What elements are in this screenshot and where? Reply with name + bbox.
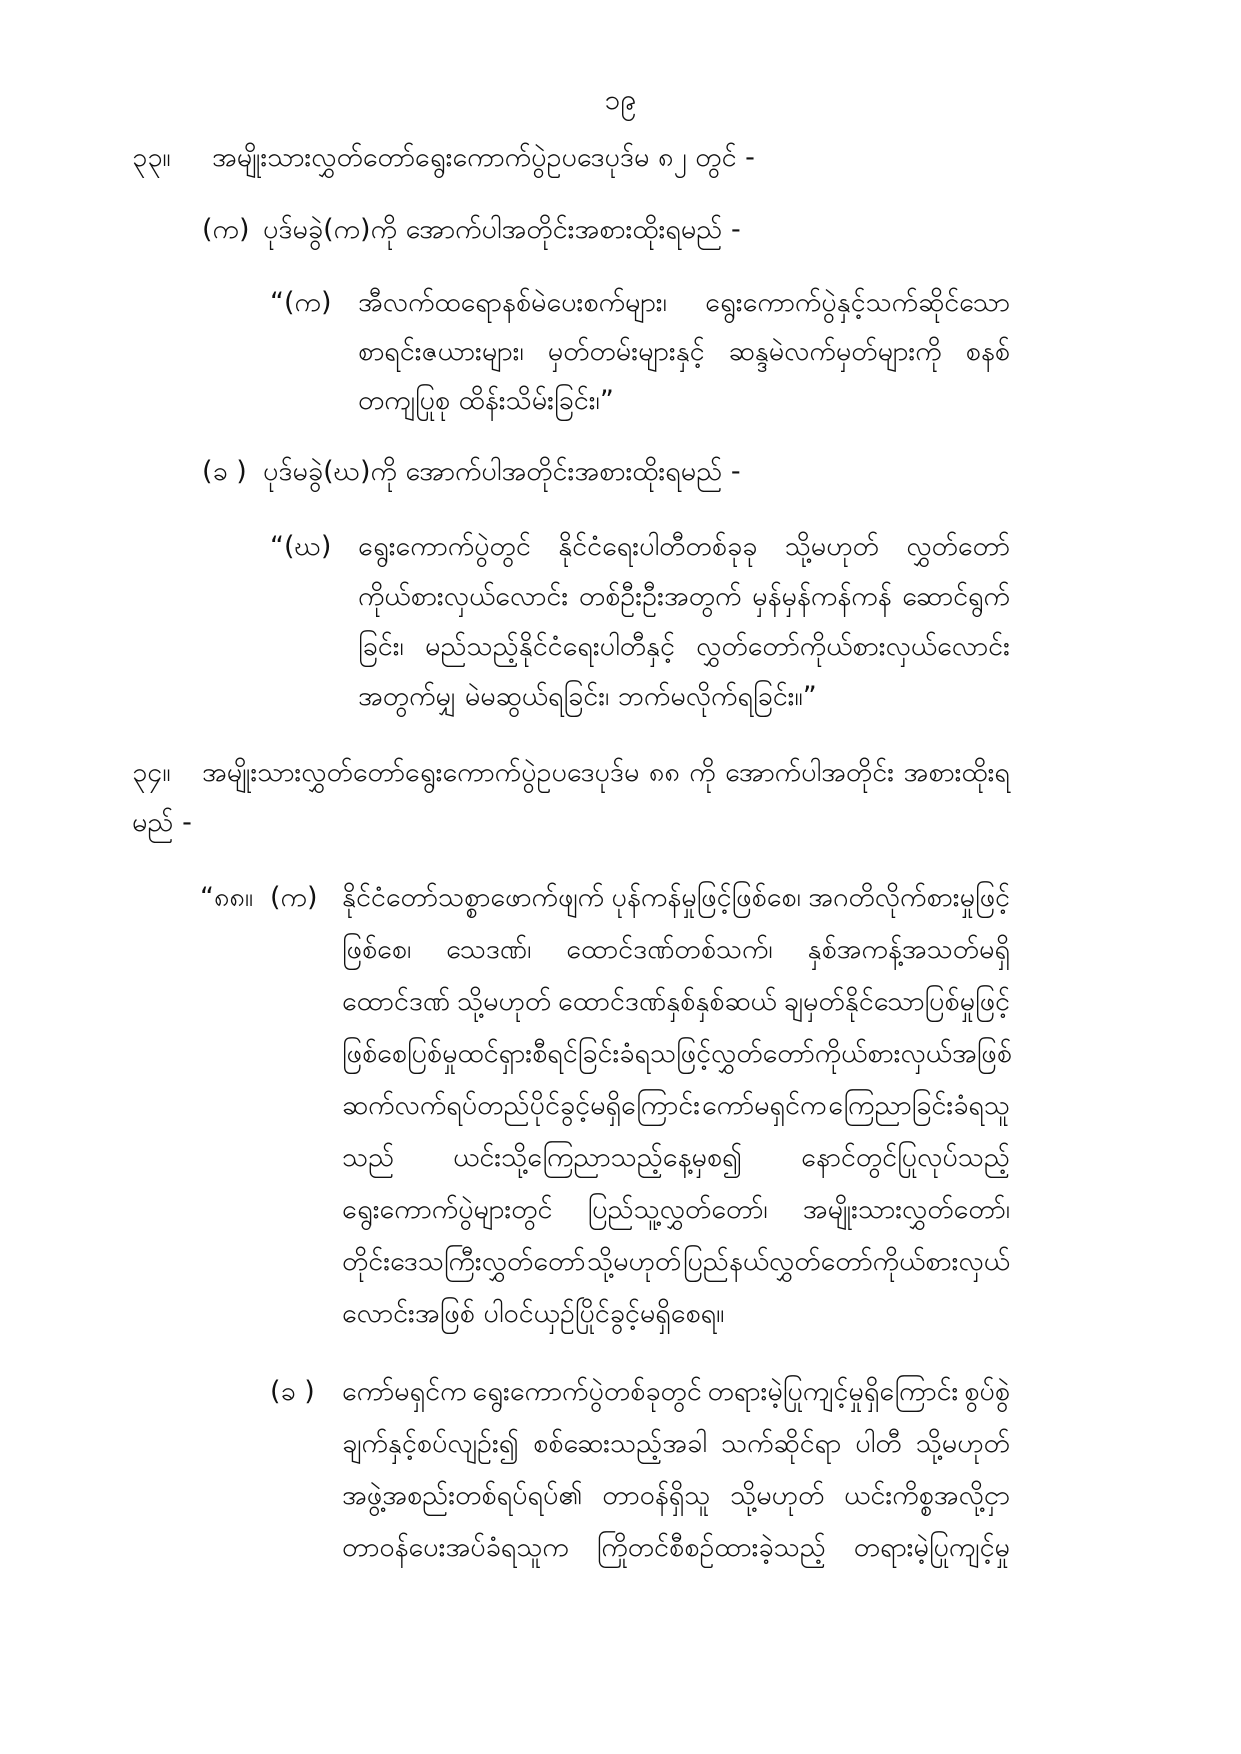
section-34-quote-number: “၈၈။ bbox=[200, 882, 254, 913]
section-34-a-line-6: သည် ယင်းသို့ကြေညာသည့်နေ့မှစ၍ နောင်တွင်ပြုလုပ်သည့် bbox=[342, 1142, 1010, 1173]
section-33-b-quote-line-4: အတွက်မျှ မဲမဆွယ်ရခြင်း၊ ဘက်မလိုက်ရခြင်း။” bbox=[358, 681, 817, 712]
section-33-b-label: (ခ ) bbox=[202, 456, 247, 487]
section-34-b-line-1: ကော်မရှင်က ရွေးကောက်ပွဲတစ်ခုတွင် တရားမဲ့ပြုကျင့်မှုရှိကြောင်း စွပ်စွဲ bbox=[342, 1376, 1010, 1407]
section-34-a-line-7: ရွေးကောက်ပွဲများတွင် ပြည်သူ့လွှတ်တော်၊ အမျိုးသားလွှတ်တော်၊ bbox=[342, 1194, 1010, 1225]
section-34-heading-line-2: မည် - bbox=[132, 807, 192, 838]
section-34-a-line-1: နိုင်ငံတော်သစ္စာဖောက်ဖျက် ပုန်ကန်မှုဖြင့်ဖြစ်စေ၊ အဂတိလိုက်စားမှုဖြင့် bbox=[342, 882, 1010, 913]
section-33-a-quote-line-3: တကျပြုစု ထိန်းသိမ်းခြင်း၊” bbox=[358, 385, 614, 416]
section-34-a-line-3: ထောင်ဒဏ် သို့မဟုတ် ထောင်ဒဏ်နှစ်နှစ်ဆယ် ချမှတ်နိုင်သောပြစ်မှုဖြင့် bbox=[342, 986, 1010, 1017]
section-33-b-quote-line-1: ရွေးကောက်ပွဲတွင် နိုင်ငံရေးပါတီတစ်ခုခု သို့မဟုတ် လွှတ်တော် bbox=[358, 531, 1010, 562]
section-34-a-line-8: တိုင်းဒေသကြီးလွှတ်တော် သို့မဟုတ် ပြည်နယ်လွှတ်တော်ကိုယ်စားလှယ် bbox=[342, 1246, 1010, 1277]
section-33-b-quote-label: “(ဃ) bbox=[270, 531, 332, 562]
section-33-heading: အမျိုးသားလွှတ်တော်ရွေးကောက်ပွဲဥပဒေပုဒ်မ ၈၂ တွင် - bbox=[212, 142, 755, 173]
section-34-a-line-4: ဖြစ်စေ ပြစ်မှုထင်ရှားစီရင်ခြင်းခံရသဖြင့် လွှတ်တော်ကိုယ်စားလှယ်အဖြစ် bbox=[342, 1038, 1012, 1069]
section-33-b-text: ပုဒ်မခွဲ(ဃ)ကို အောက်ပါအတိုင်းအစားထိုးရမည် - bbox=[263, 456, 741, 487]
section-34-b-line-3: အဖွဲ့အစည်းတစ်ရပ်ရပ်၏ တာဝန်ရှိသူ သို့မဟုတ် ယင်းကိစ္စအလို့ငှာ bbox=[342, 1480, 1010, 1511]
section-34-number: ၃၄။ bbox=[132, 757, 171, 788]
section-34-b-line-2: ချက်နှင့်စပ်လျဉ်း၍ စစ်ဆေးသည့်အခါ သက်ဆိုင်ရာ ပါတီ သို့မဟုတ် bbox=[342, 1428, 1010, 1459]
page-number: ၁၉ bbox=[604, 83, 637, 116]
section-33-a-quote-line-1: အီလက်ထရောနစ်မဲပေးစက်များ၊ ရွေးကောက်ပွဲနှင့်သက်ဆိုင်သော bbox=[358, 287, 1010, 318]
section-34-a-line-2: ဖြစ်စေ၊ သေဒဏ်၊ ထောင်ဒဏ်တစ်သက်၊ နှစ်အကန့်အသတ်မရှိ bbox=[342, 934, 1010, 965]
section-33-number: ၃၃။ bbox=[132, 142, 171, 173]
section-34-b-line-4: တာဝန်ပေးအပ်ခံရသူက ကြိုတင်စီစဉ်ထားခဲ့သည့် တရားမဲ့ပြုကျင့်မှု bbox=[342, 1532, 1010, 1563]
section-33-a-text: ပုဒ်မခွဲ(က)ကို အောက်ပါအတိုင်းအစားထိုးရမည် - bbox=[263, 214, 741, 245]
section-33-b-quote-line-2: ကိုယ်စားလှယ်လောင်း တစ်ဦးဦးအတွက် မှန်မှန်ကန်ကန် ဆောင်ရွက် bbox=[358, 581, 1010, 612]
section-34-heading-line-1: အမျိုးသားလွှတ်တော်ရွေးကောက်ပွဲဥပဒေပုဒ်မ ၈၈ ကို အောက်ပါအတိုင်း အစားထိုးရ bbox=[202, 757, 1010, 788]
section-34-a-line-5: ဆက်လက်ရပ်တည်ပိုင်ခွင့်မရှိကြောင်း ကော်မရှင်က ကြေညာခြင်းခံရသူ bbox=[342, 1090, 1010, 1121]
section-33-b-quote-line-3: ခြင်း၊ မည်သည့်နိုင်ငံရေးပါတီနှင့် လွှတ်တော်ကိုယ်စားလှယ်လောင်း bbox=[358, 631, 1010, 662]
section-34-a-label: (က) bbox=[270, 882, 318, 913]
section-34-b-label: (ခ ) bbox=[270, 1376, 315, 1407]
section-33-a-label: (က) bbox=[202, 214, 250, 245]
section-33-a-quote-label: “(က) bbox=[270, 287, 332, 318]
section-34-a-line-9: လောင်းအဖြစ် ပါဝင်ယှဉ်ပြိုင်ခွင့်မရှိစေရ။ bbox=[342, 1298, 725, 1329]
section-33-a-quote-line-2: စာရင်းဇယားများ၊ မှတ်တမ်းများနှင့် ဆန္ဒမဲလက်မှတ်များကို စနစ် bbox=[358, 336, 1010, 367]
